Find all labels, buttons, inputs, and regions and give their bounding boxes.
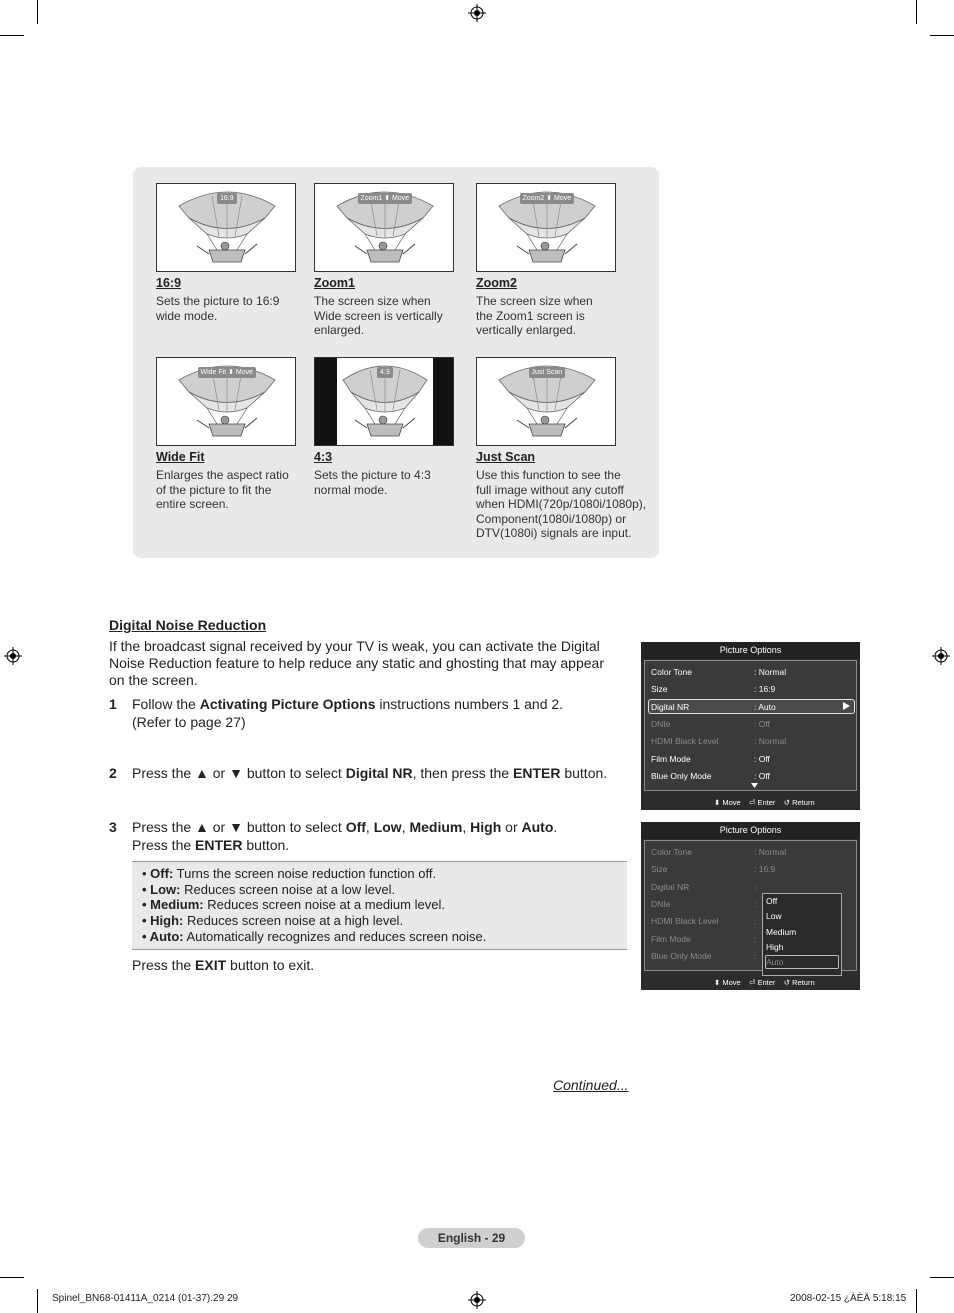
- aspect-mode-description: [476, 294, 593, 338]
- digital-nr-dropdown: [762, 893, 842, 976]
- menu-row-label: Blue Only Mode: [651, 950, 712, 961]
- menu-row-value: :: [754, 933, 757, 944]
- enter-icon: ⏎: [749, 978, 756, 987]
- dropdown-option[interactable]: High: [766, 941, 784, 952]
- menu-row-label: Digital NR: [651, 701, 690, 712]
- description-line: wide mode.: [156, 308, 218, 323]
- options-box: [132, 861, 627, 950]
- aspect-thumbnail: [156, 183, 296, 272]
- step-text: Press the ▲ or ▼ button to select Digital NR, then press the ENTER button.: [132, 765, 608, 781]
- menu-row-value: :: [754, 898, 757, 909]
- description-line: enlarged.: [314, 323, 365, 338]
- menu-row-value: : Normal: [754, 847, 787, 857]
- osd-label: Just Scan: [529, 367, 566, 378]
- option-description: • High: Reduces screen noise at a high level.: [142, 913, 404, 929]
- step-text: Follow the Activating Picture Options instructions numbers 1 and 2. (Refer to page 27): [132, 696, 564, 730]
- step-number: 3: [109, 819, 117, 835]
- picture-options-menu-dropdown: [641, 822, 860, 990]
- section-intro: If the broadcast signal received by your TV is weak, you can activate the Digital Noise Reduction feature to help reduce any static and ghosting that may appear on the screen.: [109, 638, 604, 688]
- aspect-mode-title: 16:9: [156, 276, 182, 290]
- menu-title: Picture Options: [641, 642, 860, 659]
- menu-row-label: Film Mode: [651, 753, 691, 764]
- osd-label: 16:9: [217, 193, 237, 204]
- menu-row-value: : Off: [754, 753, 770, 764]
- aspect-thumbnail: [476, 357, 616, 446]
- menu-row-value: : Off: [754, 718, 770, 729]
- description-line: Sets the picture to 4:3: [314, 468, 431, 482]
- menu-row-value: : 16:9: [754, 864, 776, 875]
- continued-label: Continued...: [553, 1077, 629, 1093]
- aspect-mode-title: Just Scan: [476, 450, 536, 464]
- registration-mark-icon: [932, 647, 950, 665]
- menu-row-label: Size: [651, 684, 668, 695]
- osd-label: Wide Fit ⬍ Move: [198, 367, 257, 378]
- description-line: Wide screen is vertically: [314, 308, 443, 323]
- osd-label: Zoom2 ⬍ Move: [520, 193, 575, 204]
- aspect-mode-description: [156, 468, 289, 512]
- registration-mark-icon: [4, 647, 22, 665]
- menu-row-label: DNIe: [651, 718, 671, 729]
- menu-footer: ⬍ Move ⏎ Enter ↺ Return: [714, 978, 815, 987]
- picture-options-menu: [641, 642, 860, 810]
- registration-mark-icon: [468, 4, 486, 22]
- osd-label: Zoom1 ⬍ Move: [358, 193, 413, 204]
- crop-mark: [916, 1289, 917, 1313]
- dropdown-option[interactable]: Low: [766, 911, 782, 922]
- step-number: 1: [109, 696, 117, 712]
- aspect-mode-title: Wide Fit: [156, 450, 205, 464]
- aspect-mode-title: Zoom2: [476, 276, 517, 290]
- description-line: when HDMI(720p/1080i/1080p),: [476, 497, 647, 512]
- aspect-mode-description: [476, 468, 646, 541]
- menu-row-label: Film Mode: [651, 933, 691, 944]
- menu-footer: ⬍ Move ⏎ Enter ↺ Return: [714, 798, 815, 807]
- menu-body: [644, 660, 857, 791]
- description-line: normal mode.: [314, 482, 388, 497]
- description-line: Use this function to see the: [476, 468, 621, 482]
- crop-mark: [0, 1277, 24, 1278]
- description-line: Component(1080i/1080p) or: [476, 511, 627, 526]
- menu-row-value: : 16:9: [754, 684, 776, 695]
- description-line: Enlarges the aspect ratio: [156, 468, 289, 482]
- exit-instruction: Press the EXIT button to exit.: [132, 957, 315, 973]
- aspect-mode-title: 4:3: [314, 450, 333, 464]
- menu-row-label: Color Tone: [651, 667, 692, 677]
- dropdown-option[interactable]: Off: [766, 896, 778, 906]
- crop-mark: [930, 1277, 954, 1278]
- description-line: entire screen.: [156, 497, 229, 512]
- option-description: • Low: Reduces screen noise at a low level.: [142, 881, 396, 897]
- aspect-mode-description: [314, 468, 431, 497]
- menu-row-value: :: [754, 881, 757, 892]
- option-description: • Auto: Automatically recognizes and reduces screen noise.: [142, 928, 487, 944]
- menu-title: Picture Options: [641, 822, 860, 839]
- description-line: full image without any cutoff: [476, 482, 624, 497]
- step-text: Press the ▲ or ▼ button to select Off, Low, Medium, High or Auto. Press the ENTER button.: [132, 819, 558, 853]
- move-icon: ⬍: [714, 978, 721, 987]
- menu-row-value: : Auto: [754, 701, 776, 712]
- return-icon: ↺: [783, 798, 791, 807]
- option-description: • Medium: Reduces screen noise at a medium level.: [142, 897, 445, 913]
- right-arrow-icon: [842, 702, 850, 710]
- menu-row-label: HDMI Black Level: [651, 736, 719, 747]
- description-line: The screen size when: [476, 294, 593, 308]
- aspect-mode-title: Zoom1: [314, 276, 355, 290]
- osd-label: 4:3: [377, 367, 393, 378]
- crop-mark: [0, 35, 24, 36]
- menu-row-label: Blue Only Mode: [651, 770, 712, 781]
- menu-row-value: : Normal: [754, 667, 787, 677]
- menu-row-label: Color Tone: [651, 847, 692, 857]
- aspect-thumbnail: [314, 183, 454, 272]
- crop-mark: [930, 35, 954, 36]
- dropdown-option[interactable]: Medium: [766, 926, 797, 937]
- crop-mark: [916, 0, 917, 24]
- footer-right: 2008-02-15 ¿ÀÈÄ 5:18:15: [790, 1293, 907, 1304]
- menu-body: [644, 840, 857, 971]
- option-description: • Off: Turns the screen noise reduction function off.: [142, 866, 437, 881]
- aspect-thumbnail: [314, 357, 454, 446]
- aspect-mode-description: [314, 294, 443, 338]
- menu-row-value: :: [754, 950, 757, 961]
- menu-row-label: Size: [651, 864, 668, 875]
- description-line: of the picture to fit the: [156, 482, 272, 497]
- crop-mark: [37, 1289, 38, 1313]
- aspect-mode-description: [156, 294, 279, 323]
- menu-row-value: :: [754, 916, 757, 927]
- page-number-badge: English - 29: [418, 1228, 525, 1248]
- dropdown-option[interactable]: Auto: [766, 957, 784, 968]
- move-icon: ⬍: [714, 798, 721, 807]
- description-line: The screen size when: [314, 294, 431, 308]
- description-line: DTV(1080i) signals are input.: [476, 526, 632, 541]
- menu-row-label: HDMI Black Level: [651, 916, 719, 927]
- return-icon: ↺: [783, 978, 791, 987]
- description-line: the Zoom1 screen is: [476, 308, 585, 323]
- footer-left: Spinel_BN68-01411A_0214 (01-37).29 29: [52, 1293, 239, 1304]
- menu-row-value: : Normal: [754, 736, 787, 747]
- registration-mark-icon: [468, 1291, 486, 1309]
- aspect-thumbnail: [156, 357, 296, 446]
- description-line: vertically enlarged.: [476, 323, 577, 338]
- enter-icon: ⏎: [749, 798, 756, 807]
- description-line: Sets the picture to 16:9: [156, 294, 280, 308]
- scroll-down-icon: [751, 783, 758, 788]
- menu-row-label: Digital NR: [651, 881, 690, 892]
- crop-mark: [37, 0, 38, 24]
- step-number: 2: [109, 765, 117, 781]
- section-title: Digital Noise Reduction: [109, 617, 267, 633]
- aspect-thumbnail: [476, 183, 616, 272]
- menu-row-value: : Off: [754, 770, 770, 781]
- menu-row-label: DNIe: [651, 898, 671, 909]
